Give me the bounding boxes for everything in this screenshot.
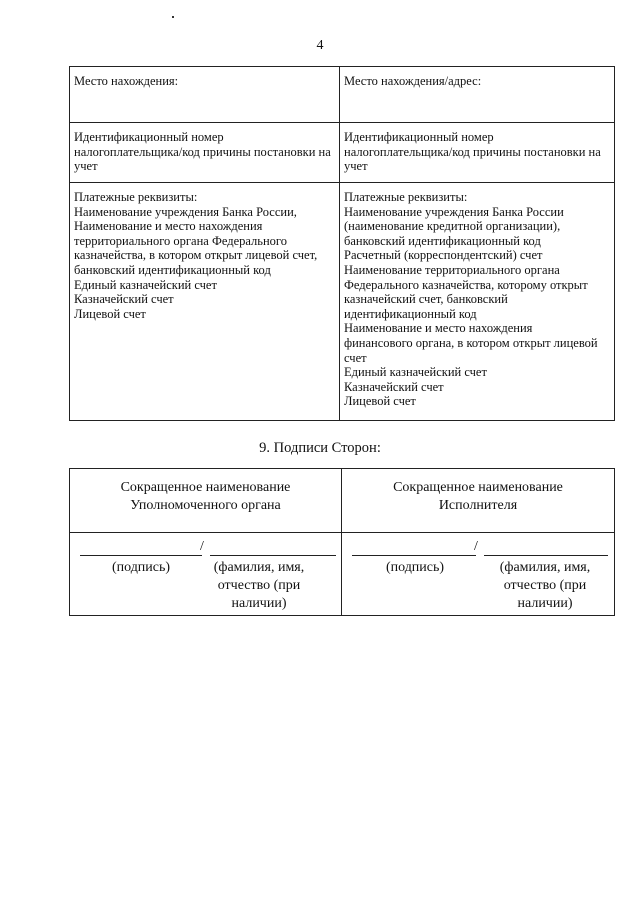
- separator-slash: /: [200, 539, 204, 554]
- text-line: налогоплательщика/код причины постановки на: [74, 144, 331, 159]
- right-cell: [340, 183, 615, 421]
- signatures-title: 9. Подписи Сторон:: [259, 440, 381, 456]
- location-label-right: [344, 74, 610, 89]
- text-line: налогоплательщика/код причины постановки на: [344, 144, 601, 159]
- text-line: Место нахождения/адрес:: [344, 74, 482, 88]
- executor-name-label: [343, 479, 613, 515]
- text-line: Идентификационный номер: [344, 130, 494, 144]
- table-row: [70, 183, 615, 421]
- text-line: Казначейский счет: [344, 379, 444, 394]
- right-cell: [340, 67, 615, 123]
- executor-header: [342, 469, 615, 533]
- payment-details-right: [344, 190, 610, 409]
- page-number: 4: [316, 38, 324, 53]
- requisites-table: [69, 66, 615, 421]
- text-line: счет: [344, 350, 367, 365]
- left-cell: [70, 67, 340, 123]
- tax-id-label-left: [74, 130, 335, 174]
- text-line: (фамилия, имя,: [213, 560, 305, 575]
- left-cell: [70, 123, 340, 183]
- executor-signature-cell: [342, 533, 615, 616]
- table-row: [70, 67, 615, 123]
- text-line: финансового органа, в котором открыт лицевой: [344, 335, 598, 350]
- name-line: [210, 555, 336, 556]
- text-line: казначейства, в котором открыт лицевой счет,: [74, 248, 318, 263]
- text-line: Место нахождения:: [74, 74, 179, 88]
- text-line: Наименование территориального органа: [344, 262, 560, 277]
- signature-caption: (подпись): [385, 560, 445, 575]
- signatures-table: [69, 468, 615, 616]
- text-line: Наименование и место нахождения: [74, 219, 263, 234]
- text-line: Сокращенное наименование: [120, 480, 291, 495]
- text-line: учет: [344, 159, 368, 174]
- text-line: Уполномоченного органа: [130, 498, 281, 513]
- text-line: Идентификационный номер: [74, 130, 224, 144]
- text-line: Наименование учреждения Банка России,: [74, 204, 297, 219]
- tax-id-label-right: [344, 130, 610, 174]
- text-line: учет: [74, 159, 98, 174]
- text-line: наличии): [517, 596, 573, 611]
- authority-header: [70, 469, 342, 533]
- text-line: Платежные реквизиты:: [344, 190, 468, 204]
- name-caption: [210, 559, 308, 613]
- name-caption: [490, 559, 600, 613]
- authority-name-label: [71, 479, 340, 515]
- signature-caption: (подпись): [111, 560, 171, 575]
- text-line: казначейский счет, банковский: [344, 292, 508, 307]
- text-line: Единый казначейский счет: [74, 277, 217, 292]
- signature-line: [352, 555, 476, 556]
- text-line: идентификационный код: [344, 306, 477, 321]
- text-line: Единый казначейский счет: [344, 365, 487, 380]
- text-line: Наименование и место нахождения: [344, 321, 533, 336]
- scan-speck: [172, 16, 174, 18]
- separator-slash: /: [474, 539, 478, 554]
- text-line: Лицевой счет: [74, 306, 146, 321]
- text-line: отчество (при: [217, 578, 301, 593]
- payment-details-left: [74, 190, 335, 321]
- text-line: Расчетный (корреспондентский) счет: [344, 248, 543, 263]
- location-label-left: [74, 74, 335, 89]
- text-line: Федерального казначейства, которому открыт: [344, 277, 588, 292]
- text-line: (наименование кредитной организации),: [344, 219, 561, 234]
- text-line: Исполнителя: [438, 498, 518, 513]
- text-line: наличии): [231, 596, 287, 611]
- text-line: (фамилия, имя,: [499, 560, 591, 575]
- text-line: Лицевой счет: [344, 394, 416, 409]
- authority-signature-cell: [70, 533, 342, 616]
- name-line: [484, 555, 608, 556]
- text-line: банковский идентификационный код: [74, 262, 271, 277]
- text-line: Наименование учреждения Банка России: [344, 204, 564, 219]
- table-row: [70, 123, 615, 183]
- left-cell: [70, 183, 340, 421]
- text-line: Сокращенное наименование: [393, 480, 563, 495]
- signature-line: [80, 555, 202, 556]
- table-row: [70, 533, 615, 616]
- text-line: банковский идентификационный код: [344, 233, 541, 248]
- right-cell: [340, 123, 615, 183]
- text-line: территориального органа Федерального: [74, 233, 287, 248]
- text-line: отчество (при: [503, 578, 587, 593]
- text-line: Платежные реквизиты:: [74, 190, 198, 204]
- table-row: [70, 469, 615, 533]
- text-line: Казначейский счет: [74, 292, 174, 307]
